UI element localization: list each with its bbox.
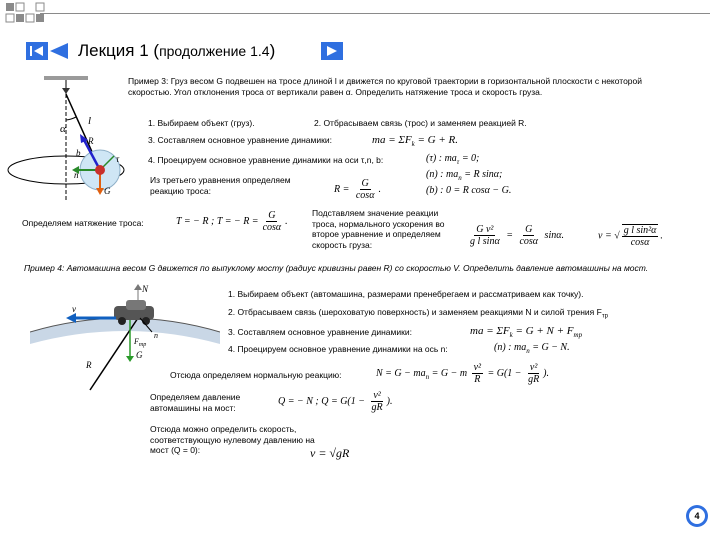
example4-normal-label: Отсюда определяем нормальную реакцию: [170,370,342,380]
example3-tension-equation: T = − R ; T = − R = $\frac{G}{\cos\alpha}$ . [176,210,288,233]
example4-text: Пример 4: Автомашина весом G движется по выпуклому мосту (радиус кривизны равен R) со скоростью V. Определить давление автомашины на мост. [24,263,649,273]
example3-step2: 2. Отбрасываем связь (трос) и заменяем реакцией R. [314,118,527,128]
example3-step4: 4. Проецируем основное уравнение динамики на оси τ,n, b: [148,155,384,165]
label-g: G [104,186,111,196]
label-n: n [74,170,79,180]
example3-step1: 1. Выбираем объект (груз). [148,118,255,128]
label-n-axis: n [154,331,158,340]
example3-from-third: Из третьего уравнения определяем реакцию троса: [150,175,291,196]
title-sub: продолжение 1.4 [159,43,270,59]
prev-slide-button[interactable] [26,42,48,65]
example4-speed-equation: v = √gR [310,446,350,460]
example4-eq-n: (n) : $ma_n = G - N$. [494,342,570,355]
example3-velocity-result: v = √ $\frac{\text{g l sin²α}}{\cos\alpha}$ . [598,225,663,248]
label-N: N [142,284,149,294]
page-number-badge [686,505,708,527]
example4-step2: 2. Отбрасываем связь (шероховатую поверхность) и заменяем реакциями N и силой трения $F_{тр}$ [228,307,608,320]
example3-substitute: Подставляем значение реакции троса, нормального ускорения во второе уравнение и определяем скорость груза: [312,208,445,250]
example4-main-equation: ma = $\Sigma F_k = G + N + F_{тр}$ [470,325,583,340]
example4-pressure-label: Определяем давление автомашины на мост: [150,392,241,413]
example4-step1: 1. Выбираем объект (автомашина, размерами пренебрегаем и рассматриваем как точку). [228,289,584,299]
example4-pressure-equation: Q = − N ; Q = G(1 − $\frac{\text{v²}}{gR}$ ). [278,390,393,413]
example3-eq-n: (n) : $ma_n = R$ sinα; [426,169,503,182]
label-F: $F_{тр}$ [134,337,147,348]
label-v: v [72,304,76,314]
back-button[interactable] [50,43,70,64]
example3-step3: 3. Составляем основное уравнение динамики: [148,135,332,145]
label-tau: τ [116,154,120,164]
label-G: G [136,350,143,360]
label-b: b [76,148,81,158]
pendulum-diagram [4,74,132,206]
example4-step3: 3. Составляем основное уравнение динамики: [228,327,412,337]
example4-step4: 4. Проецируем основное уравнение динамики на ось n: [228,344,448,354]
example3-text: Пример 3: Груз весом G подвешен на тросе длиной l и движется по круговой траектории в горизонтальной плоскости с некоторой скоростью. Угол отклонения троса от вертикали равен α. Определить натяжение троса и скорость груза. [128,76,643,97]
next-slide-button[interactable] [321,42,343,65]
example3-tension-label: Определяем натяжение троса: [22,218,144,228]
prev-arrow-icon [26,42,48,60]
example3-r-equation: R = $\frac{G}{\cos\alpha}$ . [334,178,381,201]
example3-velocity-equation: $\frac{\text{G v²}}{\text{g l sinα}}$ = $\frac{G}{\cos\alpha}$ sinα. [470,224,564,247]
example3-eq-b: (b) : 0 = R cosα − G. [426,185,512,196]
top-rule [40,13,710,14]
decorative-squares [0,0,60,30]
title-main: Лекция 1 ( [78,41,160,60]
page-number: 4 [689,508,705,524]
example4-speed-label: Отсюда можно определить скорость, соответствующую нулевому давлению на мост (Q = 0): [150,424,315,455]
label-alpha: α [60,123,66,135]
example3-main-equation: ma = $\Sigma F_k = G + R$. [372,134,458,149]
title-end: ) [269,41,276,60]
example4-normal-equation: $N = G - ma_n = G - m$ $\frac{\text{v²}}{R}$ = G(1 − $\frac{\text{v²}}{gR}$ ). [376,362,550,385]
label-R: R [86,360,92,370]
example3-eq-tau: (τ) : $ma_\tau = 0$; [426,153,480,166]
left-arrow-icon [50,43,70,59]
label-l: l [88,115,92,127]
page-title [78,40,275,62]
label-r: R [88,136,94,146]
next-arrow-icon [321,42,343,60]
